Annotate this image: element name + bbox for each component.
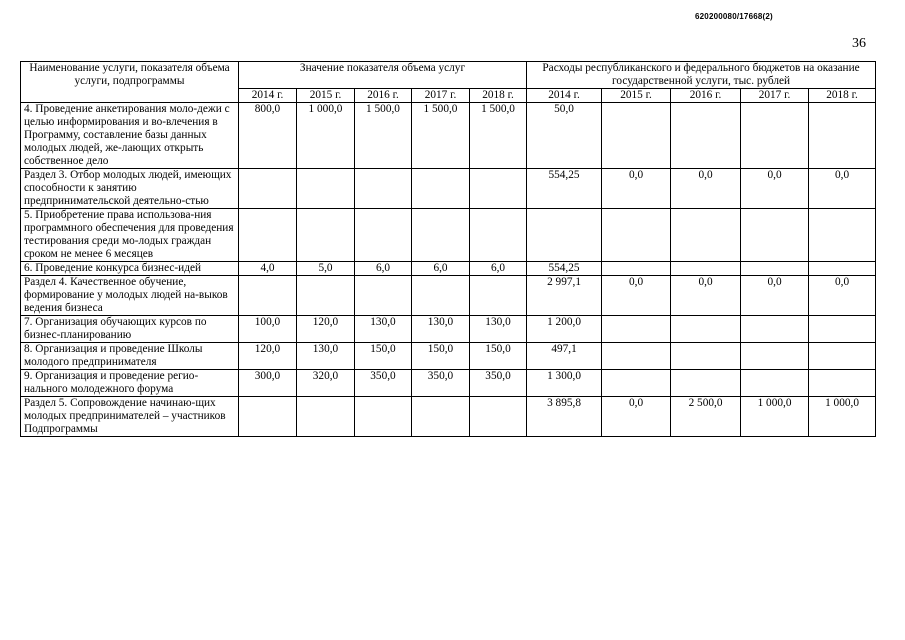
year-header: 2018 г. bbox=[470, 89, 527, 103]
volume-value-cell bbox=[297, 209, 355, 262]
budget-value-cell: 50,0 bbox=[527, 103, 602, 169]
volume-value-cell: 320,0 bbox=[297, 370, 355, 397]
budget-value-cell bbox=[809, 370, 876, 397]
volume-value-cell bbox=[297, 397, 355, 437]
budget-value-cell bbox=[809, 343, 876, 370]
year-header: 2016 г. bbox=[671, 89, 741, 103]
volume-value-cell: 150,0 bbox=[470, 343, 527, 370]
budget-value-cell: 0,0 bbox=[809, 276, 876, 316]
year-header: 2017 г. bbox=[412, 89, 470, 103]
volume-value-cell: 130,0 bbox=[297, 343, 355, 370]
header-volume-group: Значение показателя объема услуг bbox=[239, 62, 527, 89]
volume-value-cell: 6,0 bbox=[470, 262, 527, 276]
volume-value-cell: 130,0 bbox=[412, 316, 470, 343]
service-name-cell: 6. Проведение конкурса бизнес-идей bbox=[21, 262, 239, 276]
table-row bbox=[21, 370, 876, 397]
volume-value-cell bbox=[239, 276, 297, 316]
table-row bbox=[21, 397, 876, 437]
volume-value-cell: 800,0 bbox=[239, 103, 297, 169]
year-header: 2015 г. bbox=[602, 89, 671, 103]
year-header: 2014 г. bbox=[527, 89, 602, 103]
volume-value-cell: 120,0 bbox=[239, 343, 297, 370]
volume-value-cell: 150,0 bbox=[355, 343, 412, 370]
volume-value-cell: 1 500,0 bbox=[470, 103, 527, 169]
volume-value-cell: 1 500,0 bbox=[355, 103, 412, 169]
budget-value-cell: 0,0 bbox=[671, 169, 741, 209]
header-name: Наименование услуги, показателя объема услуги, подпрограммы bbox=[21, 62, 239, 103]
service-name-cell: 4. Проведение анкетирования моло-дежи с целью информирования и во-влечения в Программу, составление базы данных молодых людей, же-лающих открыть собственное дело bbox=[21, 103, 239, 169]
year-header: 2014 г. bbox=[239, 89, 297, 103]
volume-value-cell bbox=[239, 169, 297, 209]
volume-value-cell: 350,0 bbox=[412, 370, 470, 397]
service-name-cell: 7. Организация обучающих курсов по бизнес-планированию bbox=[21, 316, 239, 343]
volume-value-cell bbox=[355, 169, 412, 209]
table-header-row bbox=[21, 62, 876, 89]
volume-value-cell bbox=[412, 169, 470, 209]
volume-value-cell bbox=[412, 276, 470, 316]
budget-value-cell bbox=[809, 209, 876, 262]
budget-value-cell: 2 997,1 bbox=[527, 276, 602, 316]
table-row bbox=[21, 103, 876, 169]
volume-value-cell bbox=[470, 276, 527, 316]
table-row bbox=[21, 209, 876, 262]
budget-value-cell bbox=[741, 343, 809, 370]
budget-value-cell: 1 300,0 bbox=[527, 370, 602, 397]
table-row bbox=[21, 169, 876, 209]
volume-value-cell bbox=[412, 209, 470, 262]
budget-value-cell: 0,0 bbox=[741, 276, 809, 316]
volume-value-cell bbox=[297, 169, 355, 209]
volume-value-cell: 350,0 bbox=[470, 370, 527, 397]
volume-value-cell bbox=[239, 209, 297, 262]
year-header: 2017 г. bbox=[741, 89, 809, 103]
budget-value-cell bbox=[741, 209, 809, 262]
table-row bbox=[21, 262, 876, 276]
budget-value-cell bbox=[809, 316, 876, 343]
volume-value-cell: 4,0 bbox=[239, 262, 297, 276]
budget-value-cell bbox=[671, 262, 741, 276]
budget-value-cell: 1 200,0 bbox=[527, 316, 602, 343]
volume-value-cell bbox=[355, 209, 412, 262]
header-budget-group: Расходы республиканского и федерального бюджетов на оказание государственной услуги, тыс. рублей bbox=[527, 62, 876, 89]
budget-value-cell bbox=[741, 370, 809, 397]
budget-value-cell bbox=[602, 343, 671, 370]
table-row bbox=[21, 276, 876, 316]
service-name-cell: Раздел 4. Качественное обучение, формирование у молодых людей на-выков ведения бизнеса bbox=[21, 276, 239, 316]
budget-value-cell: 0,0 bbox=[671, 276, 741, 316]
budget-value-cell bbox=[602, 209, 671, 262]
budget-value-cell: 0,0 bbox=[741, 169, 809, 209]
volume-value-cell bbox=[470, 209, 527, 262]
budget-value-cell: 554,25 bbox=[527, 169, 602, 209]
year-header: 2015 г. bbox=[297, 89, 355, 103]
budget-value-cell bbox=[671, 209, 741, 262]
table-row bbox=[21, 316, 876, 343]
volume-value-cell: 150,0 bbox=[412, 343, 470, 370]
table-row bbox=[21, 343, 876, 370]
budget-value-cell: 1 000,0 bbox=[809, 397, 876, 437]
budget-value-cell bbox=[602, 103, 671, 169]
year-header: 2016 г. bbox=[355, 89, 412, 103]
volume-value-cell: 300,0 bbox=[239, 370, 297, 397]
budget-value-cell bbox=[671, 103, 741, 169]
year-header: 2018 г. bbox=[809, 89, 876, 103]
budget-value-cell bbox=[602, 316, 671, 343]
service-name-cell: 5. Приобретение права использова-ния программного обеспечения для проведения тестирования среди мо-лодых граждан сроком не менее 6 месяцев bbox=[21, 209, 239, 262]
service-name-cell: Раздел 5. Сопровождение начинаю-щих молодых предпринимателей – участников Подпрограммы bbox=[21, 397, 239, 437]
budget-value-cell bbox=[741, 316, 809, 343]
budget-value-cell bbox=[671, 316, 741, 343]
volume-value-cell bbox=[355, 276, 412, 316]
budget-value-cell bbox=[809, 262, 876, 276]
volume-value-cell: 130,0 bbox=[355, 316, 412, 343]
budget-value-cell: 0,0 bbox=[602, 276, 671, 316]
volume-value-cell: 120,0 bbox=[297, 316, 355, 343]
budget-value-cell: 497,1 bbox=[527, 343, 602, 370]
budget-value-cell bbox=[809, 103, 876, 169]
budget-value-cell: 3 895,8 bbox=[527, 397, 602, 437]
budget-value-cell bbox=[527, 209, 602, 262]
volume-value-cell bbox=[470, 169, 527, 209]
service-name-cell: 9. Организация и проведение регио-нального молодежного форума bbox=[21, 370, 239, 397]
budget-value-cell: 0,0 bbox=[602, 397, 671, 437]
budget-value-cell bbox=[741, 262, 809, 276]
volume-value-cell: 5,0 bbox=[297, 262, 355, 276]
volume-value-cell: 6,0 bbox=[355, 262, 412, 276]
service-name-cell: 8. Организация и проведение Школы молодого предпринимателя bbox=[21, 343, 239, 370]
page-number: 36 bbox=[852, 36, 866, 51]
volume-value-cell bbox=[239, 397, 297, 437]
budget-value-cell: 2 500,0 bbox=[671, 397, 741, 437]
budget-value-cell bbox=[671, 370, 741, 397]
service-name-cell: Раздел 3. Отбор молодых людей, имеющих способности к занятию предпринимательской деятельно-стью bbox=[21, 169, 239, 209]
volume-value-cell: 1 500,0 bbox=[412, 103, 470, 169]
budget-value-cell: 1 000,0 bbox=[741, 397, 809, 437]
services-table bbox=[20, 61, 876, 437]
budget-value-cell: 0,0 bbox=[602, 169, 671, 209]
volume-value-cell bbox=[297, 276, 355, 316]
budget-value-cell bbox=[671, 343, 741, 370]
volume-value-cell: 350,0 bbox=[355, 370, 412, 397]
budget-value-cell: 554,25 bbox=[527, 262, 602, 276]
budget-value-cell bbox=[741, 103, 809, 169]
budget-value-cell bbox=[602, 262, 671, 276]
volume-value-cell: 130,0 bbox=[470, 316, 527, 343]
volume-value-cell bbox=[470, 397, 527, 437]
volume-value-cell bbox=[412, 397, 470, 437]
budget-value-cell bbox=[602, 370, 671, 397]
document-id: 620200080/17668(2) bbox=[695, 12, 773, 21]
volume-value-cell bbox=[355, 397, 412, 437]
budget-value-cell: 0,0 bbox=[809, 169, 876, 209]
volume-value-cell: 6,0 bbox=[412, 262, 470, 276]
volume-value-cell: 100,0 bbox=[239, 316, 297, 343]
volume-value-cell: 1 000,0 bbox=[297, 103, 355, 169]
